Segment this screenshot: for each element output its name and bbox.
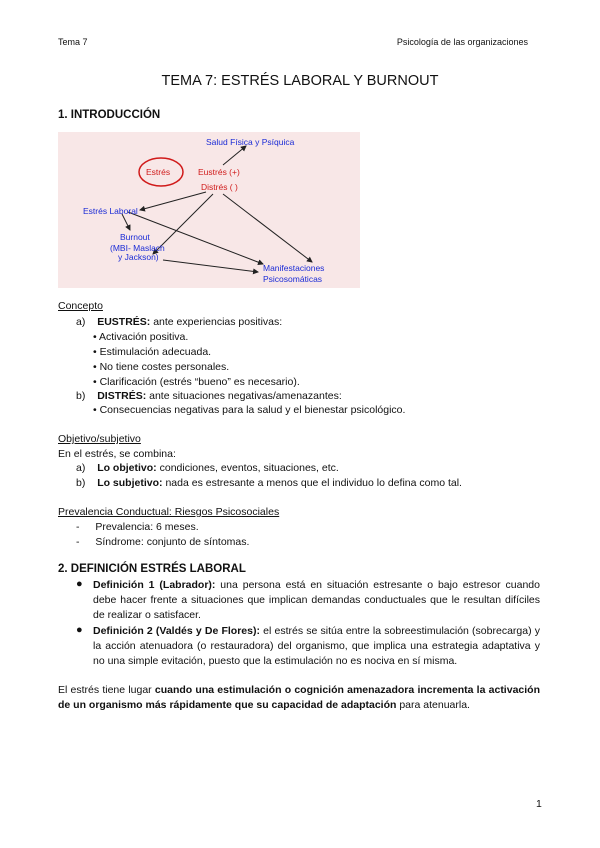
node-laboral: Estrés Laboral xyxy=(83,206,138,216)
prevalencia-label: Prevalencia Conductual: Riesgos Psicosociales xyxy=(58,506,280,518)
node-manifestaciones: Manifestaciones xyxy=(263,263,325,273)
list-marker: a) xyxy=(76,316,86,328)
section-heading-intro: 1. INTRODUCCIÓN xyxy=(58,109,161,121)
subjetivo-term: Lo subjetivo: xyxy=(97,477,163,489)
node-salud: Salud Física y Psíquica xyxy=(206,137,295,147)
dash-marker: - xyxy=(76,536,80,548)
distres-term: DISTRÉS: xyxy=(97,390,147,402)
list-marker: a) xyxy=(76,462,86,474)
list-item: • Clarificación (estrés “bueno” es necesario). xyxy=(93,376,300,388)
node-estres: Estrés xyxy=(146,167,171,177)
definition-2-term: Definición 2 (Valdés y De Flores): xyxy=(93,625,260,637)
definition-paragraph xyxy=(58,683,540,713)
objetivo-text: condiciones, eventos, situaciones, etc. xyxy=(156,462,339,474)
node-psicosomaticas: Psicosomáticas xyxy=(263,274,323,284)
node-distres: Distrés ( ) xyxy=(201,182,238,192)
concepto-label: Concepto xyxy=(58,300,103,312)
list-marker: b) xyxy=(76,390,86,402)
node-burnout-authors: y Jackson) xyxy=(118,252,159,262)
bullet-dot: ● xyxy=(76,578,83,590)
list-item: • Activación positiva. xyxy=(93,331,189,343)
objetivo-label: Objetivo/subjetivo xyxy=(58,433,141,445)
list-item: Síndrome: conjunto de síntomas. xyxy=(95,536,250,548)
dash-marker: - xyxy=(76,521,80,533)
eustres-text: ante experiencias positivas: xyxy=(150,316,283,328)
list-item: • No tiene costes personales. xyxy=(93,361,230,373)
definition-2 xyxy=(93,624,540,669)
page-number: 1 xyxy=(536,798,542,810)
distres-text: ante situaciones negativas/amenazantes: xyxy=(146,390,342,402)
node-burnout-mbi: (MBI- Maslach xyxy=(110,243,165,253)
list-marker: b) xyxy=(76,477,86,489)
page-title: TEMA 7: ESTRÉS LABORAL Y BURNOUT xyxy=(161,73,439,89)
definition-1-text: una persona está en situación estresante o bajo estresor cuando debe hacer frente a situaciones que implican demandas conductuales que le resultan difíciles de realizar o satisfacer. xyxy=(93,579,540,621)
paragraph-post: para atenuarla. xyxy=(396,699,470,711)
section-heading-definicion: 2. DEFINICIÓN ESTRÉS LABORAL xyxy=(58,563,246,575)
subjetivo-text: nada es estresante a menos que el individuo lo defina como tal. xyxy=(162,477,462,489)
objetivo-term: Lo objetivo: xyxy=(97,462,157,474)
paragraph-pre: El estrés tiene lugar xyxy=(58,684,155,696)
stress-diagram xyxy=(58,132,360,288)
definition-1 xyxy=(93,578,540,623)
list-item: • Consecuencias negativas para la salud y el bienestar psicológico. xyxy=(93,404,406,416)
definition-1-term: Definición 1 (Labrador): xyxy=(93,579,216,591)
header-left: Tema 7 xyxy=(58,37,88,47)
stress-diagram-svg xyxy=(58,132,360,288)
eustres-term: EUSTRÉS: xyxy=(97,316,151,328)
bullet-dot: ● xyxy=(76,624,83,636)
header-right: Psicología de las organizaciones xyxy=(396,37,528,47)
definition-2-text: el estrés se sitúa entre la sobreestimulación (sobrecarga) y la acción atenuadora (o restauradora) del organismo, que implica una estrategia adaptativa y no una simple evitación, puesto que la estimulación no es nociva en sí misma. xyxy=(93,625,541,667)
list-item: • Estimulación adecuada. xyxy=(93,346,212,358)
node-eustres: Eustrés (+) xyxy=(198,167,240,177)
paragraph-bold: cuando una estimulación o cognición amenazadora incrementa la activación de un organismo más rápidamente que su capacidad de adaptación xyxy=(58,684,540,711)
objetivo-intro: En el estrés, se combina: xyxy=(58,448,176,460)
node-burnout: Burnout xyxy=(120,232,150,242)
list-item: Prevalencia: 6 meses. xyxy=(95,521,199,533)
